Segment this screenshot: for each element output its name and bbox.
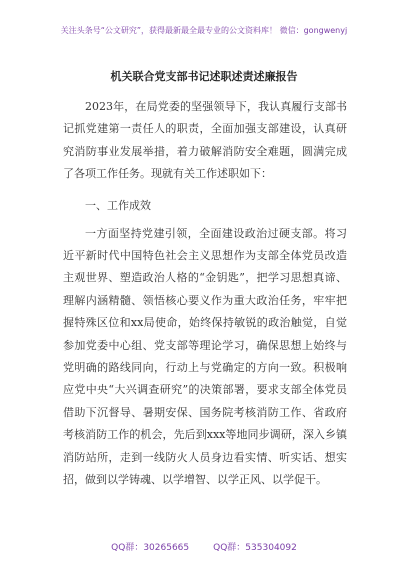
document-body [63,96,347,492]
footer-contact [0,540,408,553]
section-heading: 一、工作成效 [85,198,151,212]
qq-group-1: QQ群：30265665 [111,543,190,553]
body-paragraph: 一方面坚持党建引领，全面建设政治过硬支部。将习近平新时代中国特色社会主义思想作为支部全体党员改造主观世界、塑造政治人格的“金钥匙”，把学习思想真谛、理解内涵精髓、领悟核心要义作为重大政治任务，牢牢把握特殊区位和xx局使命，始终保持敏锐的政治触觉，自觉参加党委中心组、党支部等理论学习，确保思想上始终与党明确的路线同向，行动上与党确定的方向一致。积极响应党中央“大兴调查研究”的决策部署，要求支部全体党员借助下沉督导、暑期安保、国务院考核消防工作、省政府考核消防工作的机会，先后到xxx等地同步调研，深入乡镇消防站所，走到一线防火人员身边看实情、听实话、想实招，做到以学铸魂、以学增智、以学正风、以学促干。 [63,226,347,487]
promo-banner: 关注头条号“公文研究”，获得最新最全最专业的公文资料库！ 微信：gongwenyj [60,26,348,35]
qq-group-2: QQ群：535304092 [213,543,297,553]
document-title: 机关联合党支部书记述职述责述廉报告 [110,70,298,83]
intro-paragraph: 2023年，在局党委的坚强领导下，我认真履行支部书记抓党建第一责任人的职责，全面加强支部建设，认真研究消防事业发展举措，着力破解消防安全难题，圆满完成了各项工作任务。现就有关工作述职如下： [63,100,347,181]
